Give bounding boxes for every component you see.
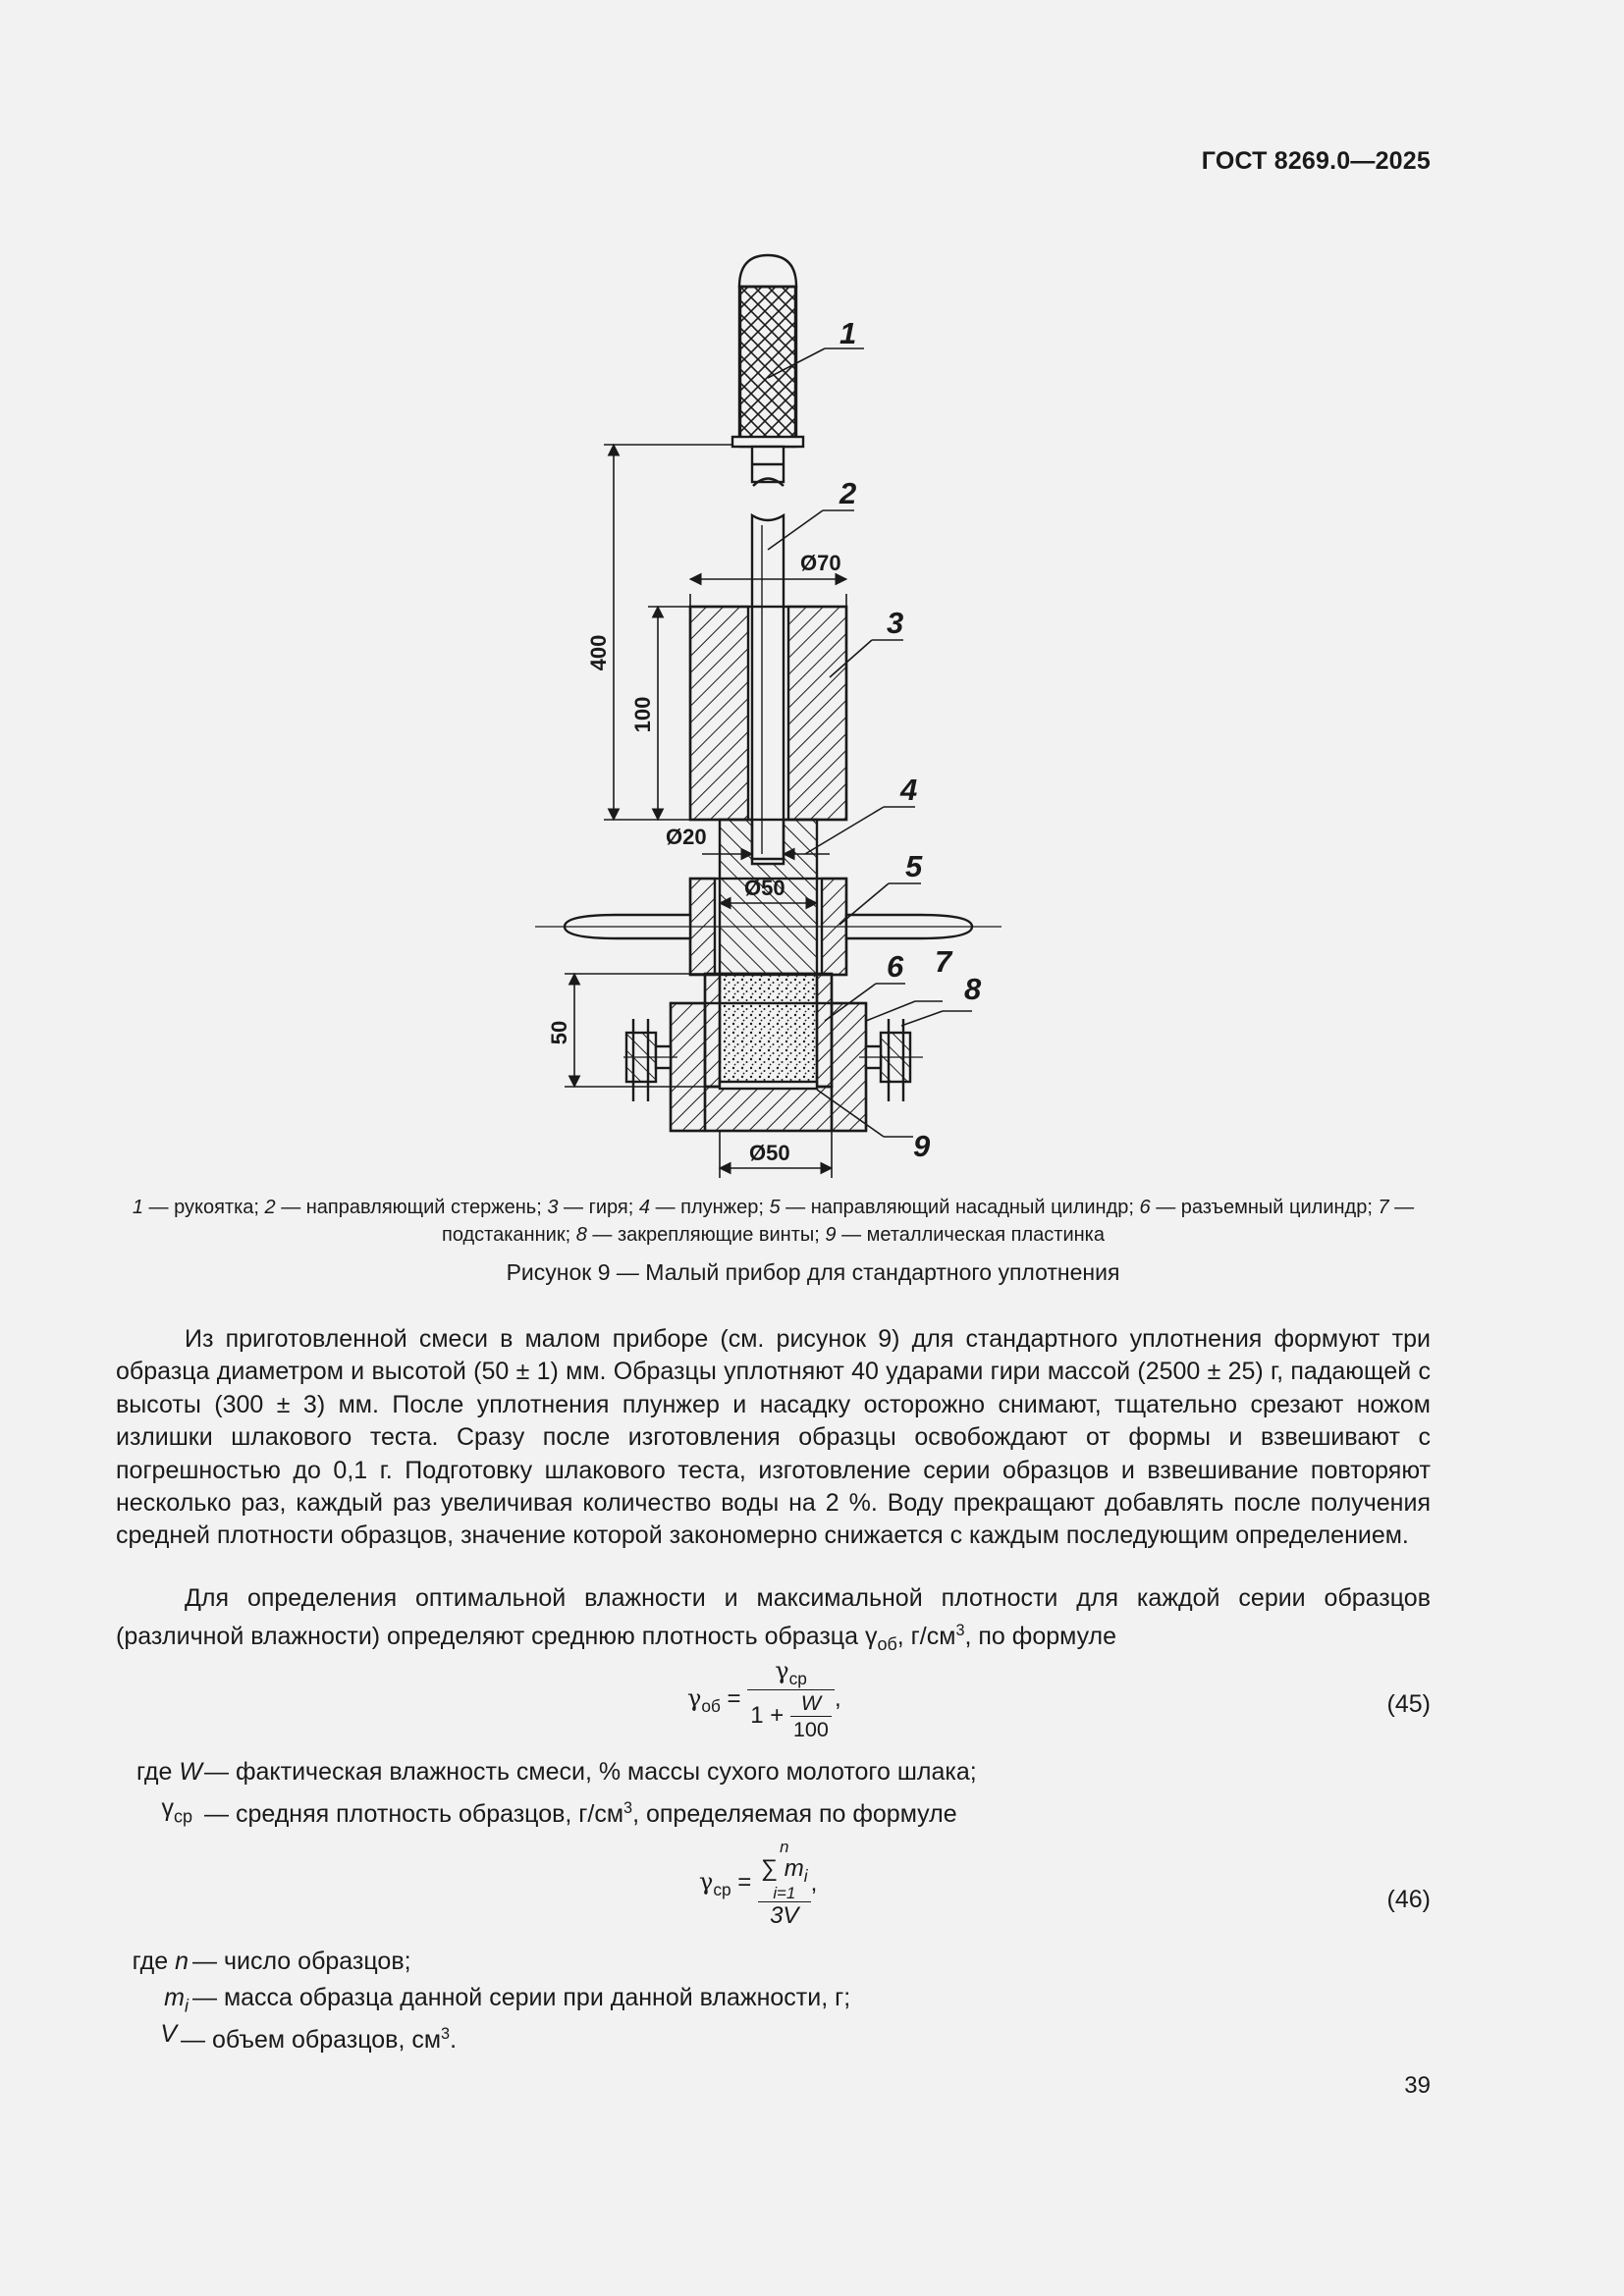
part-label-9: 9 — [913, 1129, 931, 1163]
formula-46-fraction: n ∑ $m_i$ i=1 3V — [758, 1839, 811, 1930]
part-label-8: 8 — [964, 972, 982, 1006]
legend-item: 5 — направляющий насадный цилиндр; — [769, 1197, 1134, 1218]
paragraph-2: Для определения оптимальной влажности и максимальной плотности для каждой серии образцов (различной влажности) определяют среднюю плотность образца $\gamma_{об}$, $г/см^3$, по формуле — [116, 1584, 1431, 1655]
apparatus-drawing — [511, 236, 1060, 1198]
formula-46: $\gamma_{ср}$ = n ∑ $m_i$ i=1 3V , — [699, 1838, 818, 1930]
legend-item: 7 — подстаканник; — [442, 1197, 1415, 1246]
part-label-1: 1 — [839, 316, 857, 350]
legend-item: 8 — закрепляющие винты; — [575, 1224, 820, 1246]
part-label-2: 2 — [839, 476, 857, 510]
metal-plate-part-9 — [720, 1082, 817, 1089]
dim-d20: Ø20 — [666, 825, 707, 849]
legend-item: 4 — плунжер; — [638, 1197, 764, 1218]
guide-rod-part-2 — [752, 515, 784, 859]
part-label-3: 3 — [887, 606, 904, 640]
dim-d70: Ø70 — [800, 551, 841, 575]
document-id: ГОСТ 8269.0—2025 — [1201, 147, 1431, 175]
figure-legend — [116, 1194, 1431, 1249]
equation-number-46: (46) — [1386, 1886, 1431, 1913]
equation-number-45: (45) — [1386, 1690, 1431, 1718]
page-number: 39 — [1404, 2072, 1431, 2099]
legend-item: 9 — металлическая пластинка — [825, 1224, 1105, 1246]
handle-part-1 — [732, 255, 803, 486]
legend-item: 2 — направляющий стержень; — [264, 1197, 542, 1218]
legend-item: 3 — гиря; — [547, 1197, 634, 1218]
split-cylinder-part-6 — [705, 974, 832, 1087]
dim-d50-bottom: Ø50 — [749, 1141, 790, 1165]
dim-d50-top: Ø50 — [744, 876, 785, 900]
paragraph-1: Из приготовленной смеси в малом приборе (см. рисунок 9) для стандартного уплотнения формуют три образца диаметром и высотой (50 ± 1) мм. Образцы уплотняют 40 ударами гири массой (2500 ± 25) г, падающей с высоты (300 ± 3) мм. После уплотнения плунжер и насадку осторожно снимают, тщательно срезают ножом излишки шлакового теста. Сразу после изготовления образцы освобождают от формы и взвешивают с погрешностью до 0,1 г. Подготовку шлакового теста, изготовление серии образцов и взвешивание повторяют несколько раз, каждый раз увеличивая количество воды на 2 %. Воду прекращают добавлять после получения средней плотности образцов, значение которой закономерно снижается с каждым последующим определением. — [116, 1325, 1431, 1550]
dim-h100: 100 — [630, 696, 655, 733]
formula-45: $\gamma_{об}$ = $\gamma_{ср}$ 1 + $\frac{W}{100}$ , — [687, 1657, 841, 1742]
part-label-4: 4 — [900, 773, 918, 807]
figure-9-drawing — [511, 236, 1060, 1198]
dim-h400: 400 — [586, 634, 611, 671]
part-label-5: 5 — [905, 849, 923, 883]
dim-h50: 50 — [547, 1020, 571, 1045]
legend-item: 6 — разъемный цилиндр; — [1139, 1197, 1373, 1218]
legend-item: 1 — рукоятка; — [132, 1197, 259, 1218]
figure-caption: Рисунок 9 — Малый прибор для стандартного уплотнения — [506, 1259, 1120, 1285]
part-label-7: 7 — [935, 944, 952, 979]
formula-45-fraction: $\gamma_{ср}$ 1 + $\frac{W}{100}$ — [747, 1657, 835, 1742]
part-label-6: 6 — [887, 949, 904, 984]
